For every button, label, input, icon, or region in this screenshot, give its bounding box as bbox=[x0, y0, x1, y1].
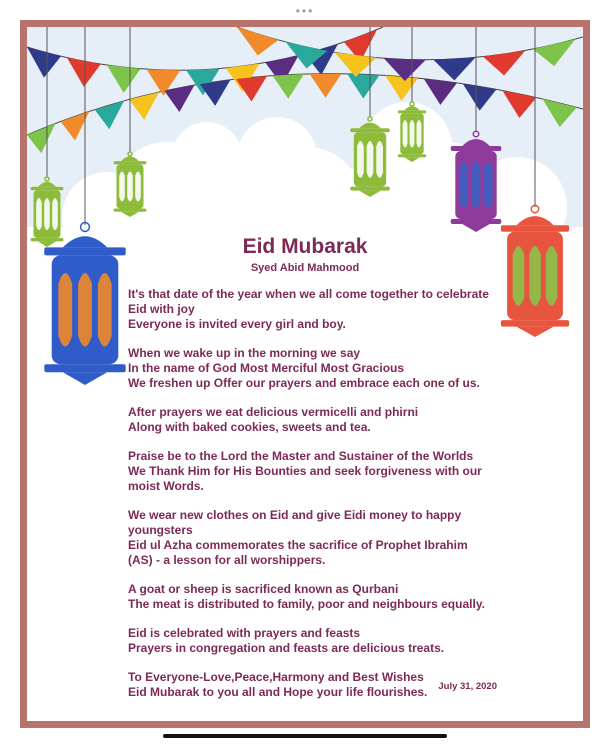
poem-stanza bbox=[128, 449, 508, 494]
poem-line: (AS) - a lesson for all worshippers. bbox=[128, 553, 326, 567]
poem-document bbox=[27, 27, 583, 721]
poem-line: The meat is distributed to family, poor and neighbours equally. bbox=[128, 597, 485, 611]
poem-line: We freshen up Offer our prayers and embrace each one of us. bbox=[128, 376, 480, 390]
poem-line: Praise be to the Lord the Master and Sustainer of the Worlds bbox=[128, 449, 474, 463]
poem-line: We Thank Him for His Bounties and seek forgiveness with our bbox=[128, 464, 482, 478]
poem-line: Everyone is invited every girl and boy. bbox=[128, 317, 346, 331]
poem-stanza bbox=[128, 346, 508, 391]
poem-line: We wear new clothes on Eid and give Eidi money to happy bbox=[128, 508, 462, 522]
poem-line: After prayers we eat delicious vermicelli and phirni bbox=[128, 405, 419, 419]
poem-stanza bbox=[128, 405, 508, 435]
poem-stanza bbox=[128, 582, 508, 612]
poem-stanza bbox=[128, 626, 508, 656]
window-dots: ••• bbox=[295, 4, 315, 18]
poem-line: In the name of God Most Merciful Most Gracious bbox=[128, 361, 405, 375]
poem-line: Eid ul Azha commemorates the sacrifice of Prophet Ibrahim bbox=[128, 538, 468, 552]
poem-author: Syed Abid Mahmood bbox=[250, 262, 360, 274]
poster-frame bbox=[20, 20, 590, 728]
poem-title: Eid Mubarak bbox=[242, 235, 368, 258]
poem-line: To Everyone-Love,Peace,Harmony and Best Wishes bbox=[128, 670, 424, 684]
poem-body bbox=[128, 287, 508, 714]
poem-line: Along with baked cookies, sweets and tea. bbox=[128, 420, 371, 434]
home-indicator[interactable] bbox=[163, 734, 447, 738]
poem-line: moist Words. bbox=[128, 479, 204, 493]
poem-stanza bbox=[128, 508, 508, 568]
poem-line: Prayers in congregation and feasts are delicious treats. bbox=[128, 641, 445, 655]
poem-stanza bbox=[128, 287, 508, 332]
poem-line: youngsters bbox=[128, 523, 193, 537]
poem-line: It's that date of the year when we all come together to celebrate bbox=[128, 287, 489, 301]
poem-line: Eid Mubarak to you all and Hope your life flourishes. bbox=[128, 685, 428, 699]
poem-line: A goat or sheep is sacrificed known as Qurbani bbox=[128, 582, 399, 596]
poem-line: Eid with joy bbox=[128, 302, 195, 316]
poem-line: When we wake up in the morning we say bbox=[128, 346, 361, 360]
poem-line: Eid is celebrated with prayers and feasts bbox=[128, 626, 361, 640]
poem-date: July 31, 2020 bbox=[438, 681, 497, 692]
